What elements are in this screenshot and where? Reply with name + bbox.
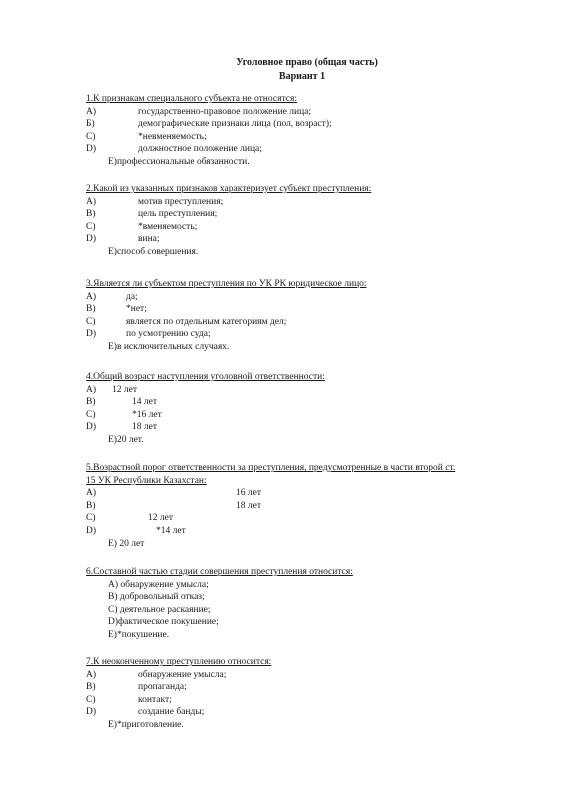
option-text: E)профессиональные обязанности. <box>108 156 250 167</box>
option <box>86 291 367 304</box>
option-letter: C) <box>86 513 96 524</box>
option-letter: B) <box>86 500 96 511</box>
option-letter: A) <box>86 106 97 117</box>
option-letter: C) <box>86 316 96 327</box>
option <box>86 421 325 434</box>
option-text: *16 лет <box>132 409 162 420</box>
option-text: да; <box>126 291 138 302</box>
option-text: 18 лет <box>236 500 261 511</box>
question-7 <box>86 656 271 732</box>
question-5 <box>86 462 455 550</box>
variant-label: Вариант 1 <box>278 71 326 82</box>
option <box>86 719 271 732</box>
option-letter: D) <box>86 525 97 536</box>
option <box>86 246 371 259</box>
option-text: по усмотрению суда; <box>126 329 211 340</box>
option-text: E) 20 лет <box>108 538 145 549</box>
option-text: A) обнаружение умысла; <box>108 579 209 590</box>
question-text: 7.К неоконченному преступлению относится: <box>86 657 272 667</box>
option <box>86 604 353 617</box>
option-letter: D) <box>86 707 97 718</box>
option-letter: B) <box>86 304 96 315</box>
option-letter: B) <box>86 397 96 408</box>
option-letter: C) <box>86 694 96 705</box>
question-4 <box>86 371 325 447</box>
option-text: 12 лет <box>112 384 137 395</box>
option <box>86 131 297 144</box>
question-3 <box>86 278 367 354</box>
option-text: E)*покушение. <box>108 629 170 640</box>
option <box>86 500 455 513</box>
option-text: 14 лет <box>132 397 157 408</box>
option-letter: C) <box>86 221 96 232</box>
option-letter: A) <box>86 196 97 207</box>
option-letter: B) <box>86 682 96 693</box>
document-header <box>0 56 564 84</box>
option-text: обнаружение умысла; <box>138 669 227 680</box>
option-letter: B) <box>86 209 96 220</box>
option <box>86 681 271 694</box>
option <box>86 706 271 719</box>
option <box>86 303 367 316</box>
option-text: контакт; <box>138 694 172 705</box>
question-text: 2.Какой из указанных признаков характеризует субъект преступления: <box>86 184 372 194</box>
option-text: демографические признаки лица (пол, возраст); <box>138 119 332 130</box>
option-text: B) добровольный отказ; <box>108 592 205 603</box>
option <box>86 233 371 246</box>
option <box>86 106 312 119</box>
option-text: создание банды; <box>138 707 205 718</box>
option <box>86 118 332 131</box>
option <box>86 669 271 682</box>
question-text: 3.Является ли субъектом преступления по УК РК юридическое лицо: <box>86 279 367 289</box>
question-text: 6.Составной частью стадии совершения преступления относится: <box>86 567 353 577</box>
option-text: цель преступления; <box>138 209 218 220</box>
question-text-continued: 15 УК Республики Казахстан: <box>86 475 207 486</box>
option-letter: D) <box>86 422 97 433</box>
option <box>86 629 353 642</box>
option-text: E)*приготовление. <box>108 719 184 730</box>
option-letter: C) <box>86 131 96 142</box>
option <box>86 591 353 604</box>
option-letter: A) <box>86 291 97 302</box>
option <box>86 512 455 525</box>
option-letter: D) <box>86 329 97 340</box>
option-text: E)20 лет. <box>108 434 144 445</box>
question-text: 5.Возрастной порог ответственности за преступления, предусмотренные в части второй ст. <box>86 463 456 473</box>
option-text: E)в исключительных случаях. <box>108 341 230 352</box>
option <box>86 487 455 500</box>
option <box>86 156 297 169</box>
question-2 <box>86 183 371 259</box>
option-text: вина; <box>138 234 160 245</box>
option-text: 12 лет <box>148 513 173 524</box>
option-text: 18 лет <box>132 422 157 433</box>
option-text: *невменяемость; <box>138 131 207 142</box>
option-text: *вменяемость; <box>138 221 198 232</box>
question-1 <box>86 93 332 169</box>
option <box>86 434 325 447</box>
option-letter: Б) <box>86 119 95 130</box>
question-6 <box>86 566 353 642</box>
option-text: пропаганда; <box>138 682 187 693</box>
option-text: 16 лет <box>236 488 261 499</box>
option <box>86 196 371 209</box>
option <box>86 538 455 551</box>
option <box>86 579 353 592</box>
option-text: *нет; <box>126 304 147 315</box>
option-text: государственно-правовое положение лица; <box>138 106 312 117</box>
option <box>86 396 325 409</box>
option-text: E)способ совершения. <box>108 246 199 257</box>
option <box>86 694 271 707</box>
option <box>86 316 367 329</box>
option <box>86 341 367 354</box>
option <box>86 328 367 341</box>
option <box>86 525 455 538</box>
option-letter: D) <box>86 234 97 245</box>
option <box>86 221 371 234</box>
option <box>86 616 353 629</box>
option-letter: D) <box>86 144 97 155</box>
option <box>86 143 297 156</box>
question-text: 4.Общий возраст наступления уголовной ответственности: <box>86 372 325 382</box>
option-text: D)фактическое покушение; <box>108 617 219 628</box>
question-text: 1.К признакам специального субъекта не относятся: <box>86 94 297 104</box>
option-text: C) деятельное раскаяние; <box>108 604 211 615</box>
option-letter: A) <box>86 384 97 395</box>
option <box>86 208 371 221</box>
option-letter: A) <box>86 669 97 680</box>
option <box>86 384 325 397</box>
option-text: является по отдельным категориям дел; <box>126 316 287 327</box>
option-letter: C) <box>86 409 96 420</box>
option <box>86 409 325 422</box>
document-title: Уголовное право (общая часть) <box>236 57 378 68</box>
option-text: мотив преступления; <box>138 196 224 207</box>
option-text: должностное положение лица; <box>138 144 262 155</box>
option-letter: A) <box>86 488 97 499</box>
option-text: *14 лет <box>156 525 186 536</box>
